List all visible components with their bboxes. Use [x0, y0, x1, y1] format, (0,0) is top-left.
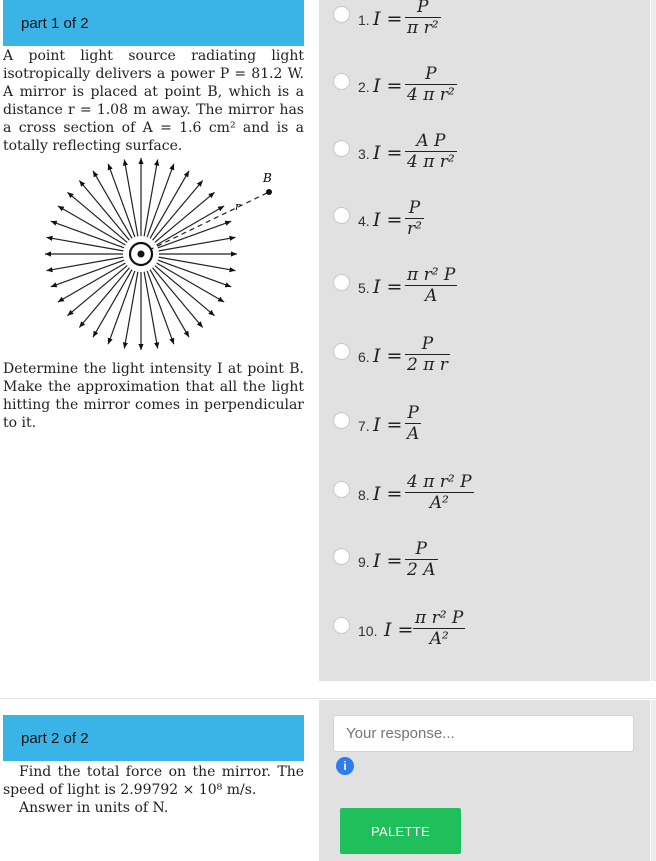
option-fraction — [405, 131, 457, 172]
part1-question-text: Determine the light intensity I at point B. Make the approximation that all the light hitting the mirror comes in perpendicular to it. — [3, 361, 304, 431]
denominator: A² — [429, 493, 449, 513]
ray-arrowhead — [138, 344, 143, 350]
part2-problem-text — [3, 763, 304, 817]
option-number: 2. — [358, 79, 370, 95]
ray-arrowhead — [51, 221, 58, 226]
ray-arrowhead — [169, 164, 174, 171]
numerator: P — [407, 403, 419, 423]
ray-line — [51, 260, 124, 287]
section-divider — [0, 698, 656, 699]
info-icon[interactable]: i — [336, 757, 354, 775]
part1-header-label: part 1 of 2 — [21, 14, 89, 32]
ray-arrowhead — [229, 236, 235, 241]
ray-arrowhead — [169, 338, 174, 345]
ray-line — [147, 164, 174, 237]
denominator: 4 π r² — [407, 152, 455, 172]
light-source-figure — [3, 150, 304, 360]
option-lhs: I = — [373, 142, 403, 164]
radio-button[interactable] — [333, 140, 350, 157]
option-number: 5. — [358, 280, 370, 296]
option-10[interactable] — [333, 608, 633, 671]
radio-button[interactable] — [333, 617, 350, 634]
ray-arrowhead — [45, 251, 51, 256]
ray-arrowhead — [46, 267, 52, 272]
ray-line — [158, 221, 231, 248]
ray-line — [159, 237, 236, 251]
ray-arrowhead — [51, 282, 58, 287]
ray-line — [46, 257, 123, 271]
ray-line — [46, 237, 123, 251]
denominator: 2 A — [407, 560, 436, 580]
radio-button[interactable] — [333, 412, 350, 429]
radio-button[interactable] — [333, 207, 350, 224]
option-4[interactable] — [333, 198, 633, 261]
option-fraction — [405, 334, 450, 375]
radio-button[interactable] — [333, 481, 350, 498]
option-fraction — [405, 539, 438, 580]
ray-arrowhead — [108, 338, 113, 345]
part1-problem-text: A point light source radiating light isotropically delivers a power P = 81.2 W. A mirror is placed at point B, which is a distance r = 1.08 m away. The mirror has a cross section of A = 1.6 cm² and is a totally reflecting surface. — [3, 48, 304, 154]
numerator: 4 π r² P — [407, 472, 472, 492]
denominator: 2 π r — [407, 355, 448, 375]
numerator: P — [408, 198, 421, 218]
part2-problem-line2: Answer in units of N. — [19, 800, 169, 816]
ray-arrowhead — [108, 164, 113, 171]
denominator: 4 π r² — [407, 85, 455, 105]
option-7[interactable] — [333, 403, 633, 466]
r-label: r — [235, 200, 241, 213]
option-number: 3. — [358, 146, 370, 162]
option-fraction — [405, 472, 474, 513]
ray-line — [124, 159, 138, 236]
option-fraction — [413, 608, 465, 649]
option-number: 1. — [358, 12, 370, 28]
numerator: π r² P — [407, 265, 456, 285]
option-lhs: I = — [373, 483, 403, 505]
option-3[interactable] — [333, 131, 633, 194]
option-lhs: I = — [373, 276, 403, 298]
ray-line — [158, 260, 231, 287]
option-number: 6. — [358, 349, 370, 365]
ray-arrowhead — [123, 159, 128, 165]
option-fraction — [405, 403, 421, 444]
light-source-center — [138, 251, 145, 258]
denominator: A — [407, 424, 420, 444]
part2-problem-line1: Find the total force on the mirror. The speed of light is 2.99792 × 10⁸ m/s. — [3, 764, 304, 798]
numerator: A P — [416, 131, 446, 151]
numerator: P — [421, 334, 434, 354]
ray-line — [159, 257, 236, 271]
option-9[interactable] — [333, 539, 633, 602]
point-b-dot — [266, 189, 272, 195]
option-lhs: I = — [384, 619, 414, 641]
option-2[interactable] — [333, 64, 633, 127]
option-lhs: I = — [373, 550, 403, 572]
ray-line — [147, 271, 174, 344]
ray-line — [144, 159, 158, 236]
part1-header — [3, 0, 304, 46]
option-lhs: I = — [373, 414, 403, 436]
ray-line — [51, 221, 124, 248]
ray-line — [144, 272, 158, 349]
ray-arrowhead — [229, 267, 235, 272]
option-fraction — [405, 265, 457, 306]
option-number: 10. — [358, 623, 378, 639]
radio-button[interactable] — [333, 548, 350, 565]
ray-arrowhead — [154, 342, 159, 348]
option-fraction — [405, 64, 457, 105]
numerator: P — [415, 539, 427, 559]
numerator: π r² P — [415, 608, 464, 628]
option-number: 4. — [358, 213, 370, 229]
numerator: P — [425, 64, 437, 84]
option-fraction — [405, 198, 424, 239]
ray-line — [108, 271, 135, 344]
ray-arrowhead — [123, 342, 128, 348]
ray-arrowhead — [154, 159, 159, 165]
right-strip — [651, 0, 656, 681]
option-lhs: I = — [373, 8, 403, 30]
option-lhs: I = — [373, 209, 403, 231]
denominator: r² — [407, 219, 422, 239]
option-number: 8. — [358, 487, 370, 503]
ray-arrowhead — [231, 251, 237, 256]
radio-button[interactable] — [333, 6, 350, 23]
denominator: A² — [429, 629, 449, 649]
option-fraction — [405, 0, 441, 38]
ray-line — [124, 272, 138, 349]
palette-button[interactable]: PALETTE — [340, 808, 461, 854]
radio-button[interactable] — [333, 73, 350, 90]
option-1[interactable] — [333, 0, 633, 60]
option-number: 7. — [358, 418, 370, 434]
point-b-label: B — [263, 171, 272, 185]
option-lhs: I = — [373, 75, 403, 97]
part2-header — [3, 715, 304, 761]
option-6[interactable] — [333, 334, 633, 397]
numerator: P — [417, 0, 429, 17]
ray-arrowhead — [138, 158, 143, 164]
radio-button[interactable] — [333, 343, 350, 360]
part2-header-label: part 2 of 2 — [21, 729, 89, 747]
option-8[interactable] — [333, 472, 633, 535]
ray-arrowhead — [46, 236, 52, 241]
radio-button[interactable] — [333, 274, 350, 291]
denominator: A — [425, 286, 438, 306]
option-number: 9. — [358, 554, 370, 570]
ray-line — [108, 164, 135, 237]
right-strip-2 — [651, 700, 656, 861]
ray-arrowhead — [225, 221, 232, 226]
option-5[interactable] — [333, 265, 633, 328]
response-input[interactable] — [333, 715, 634, 752]
ray-arrowhead — [225, 282, 232, 287]
option-lhs: I = — [373, 345, 403, 367]
denominator: π r² — [407, 18, 439, 38]
